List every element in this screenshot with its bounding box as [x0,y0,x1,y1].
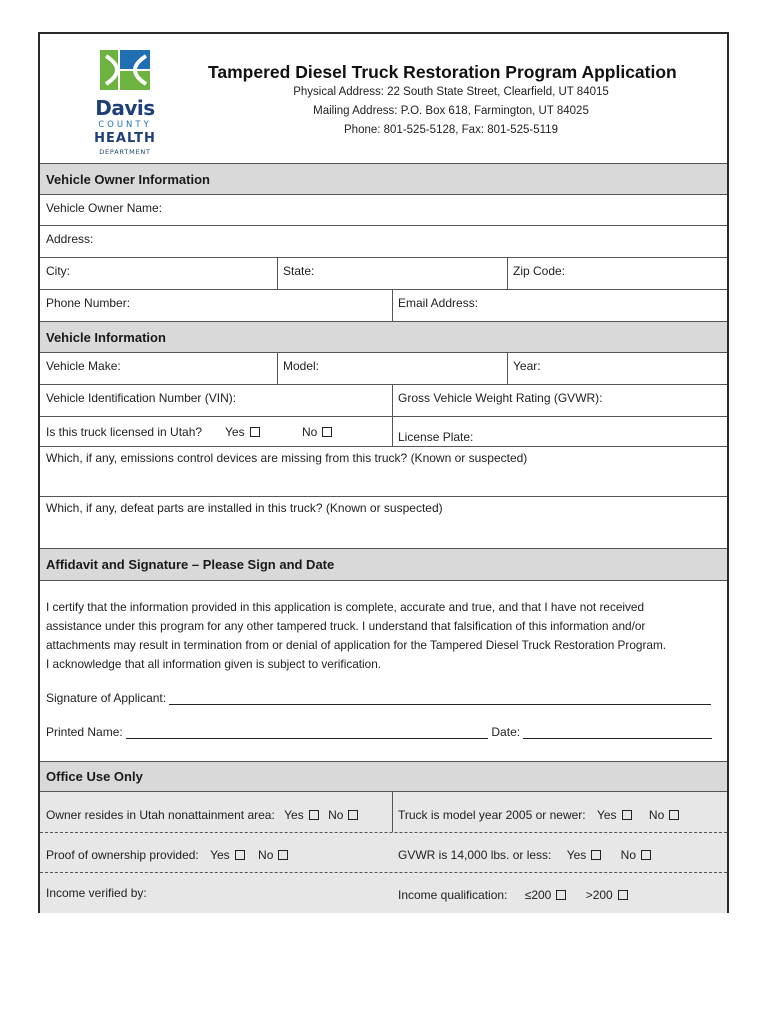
city-field[interactable] [40,258,277,289]
logo-county-text: COUNTY [98,120,152,130]
nonattainment-no-checkbox[interactable] [348,810,358,820]
form-title: Tampered Diesel Truck Restoration Program Application [208,62,677,82]
ownership-yes-checkbox[interactable] [235,850,245,860]
email-field[interactable] [392,290,727,321]
owner-section-title: Vehicle Owner Information [46,171,210,187]
email-label: Email Address: [398,296,479,310]
income-verified-item [46,886,147,900]
signature-line [46,691,711,705]
logo-department-text: DEPARTMENT [99,148,151,156]
owner-name-label: Vehicle Owner Name: [46,201,163,215]
license-plate-field[interactable] [392,417,727,446]
address-row [40,225,727,257]
vehicle-section-header [40,321,727,352]
model-year-label: Truck is model year 2005 or newer: [398,808,586,822]
affidavit-line-4: I acknowledge that all information given is subject to verification. [46,657,382,671]
missing-devices-field[interactable] [40,447,727,496]
nonattainment-label: Owner resides in Utah nonattainment area: [46,808,275,822]
date-input[interactable] [523,727,712,739]
vin-gvwr-row [40,384,727,416]
yes-label: Yes [566,848,587,862]
phone-field[interactable] [40,290,392,321]
owner-name-field[interactable] [40,195,727,225]
logo-davis-text: Davis [95,96,155,120]
ownership-item [46,848,288,862]
printed-name-input[interactable] [126,727,488,739]
defeat-parts-row [40,496,727,548]
phone-label: Phone Number: [46,296,131,310]
printed-name-line [46,725,712,739]
model-field[interactable] [277,353,507,384]
office-section-header [40,761,727,791]
yes-label: Yes [596,808,617,822]
income-qualification-label: Income qualification: [398,888,508,902]
affidavit-line-2: assistance under this program for any other tampered truck. I understand that falsification of this information and/or [46,619,646,633]
affidavit-section-title: Affidavit and Signature – Please Sign and Date [46,557,335,572]
logo-health-text: HEALTH [94,131,156,146]
affidavit-section-header [40,548,727,580]
gvwr-no-checkbox[interactable] [641,850,651,860]
davis-county-health-logo [88,48,162,154]
gvwr-label: Gross Vehicle Weight Rating (GVWR): [398,391,603,405]
physical-address: Physical Address: 22 South State Street, Clearfield, UT 84015 [293,86,609,98]
no-label: No [302,425,318,439]
vin-field[interactable] [40,385,392,416]
owner-section-header [40,163,727,194]
office-use-area [40,791,727,913]
yes-label: Yes [210,848,230,862]
licensed-no-checkbox[interactable] [322,427,332,437]
signature-label: Signature of Applicant: [46,691,167,705]
income-gt200-checkbox[interactable] [618,890,628,900]
model-year-item [398,808,679,822]
license-plate-label: License Plate: [398,430,474,444]
no-label: No [648,808,665,822]
licensed-yes-checkbox[interactable] [250,427,260,437]
defeat-parts-field[interactable] [40,497,727,548]
income-qualification-item [398,888,628,902]
divider [392,792,393,832]
model-year-yes-checkbox[interactable] [622,810,632,820]
no-label: No [328,808,344,822]
missing-devices-row [40,446,727,496]
vin-label: Vehicle Identification Number (VIN): [46,391,237,405]
missing-devices-question: Which, if any, emissions control devices are missing from this truck? (Known or suspected) [46,451,528,465]
affidavit-line-3: attachments may result in termination from or denial of application for the Tampered Diesel Truck Restoration Program. [46,638,667,652]
model-year-no-checkbox[interactable] [669,810,679,820]
defeat-parts-question: Which, if any, defeat parts are installed in this truck? (Known or suspected) [46,501,443,515]
printed-name-label: Printed Name: [46,725,123,739]
yes-label: Yes [284,808,304,822]
form-header [40,34,727,163]
owner-name-row [40,194,727,225]
yes-label: Yes [225,425,245,439]
mailing-address: Mailing Address: P.O. Box 618, Farmington, UT 84025 [313,105,589,117]
le200-label: ≤200 [524,888,552,902]
zip-label: Zip Code: [513,264,566,278]
nonattainment-yes-checkbox[interactable] [309,810,319,820]
model-label: Model: [283,359,320,373]
make-field[interactable] [40,353,277,384]
nonattainment-item [46,808,358,822]
phone-email-row [40,289,727,321]
state-field[interactable] [277,258,507,289]
application-form [38,32,729,913]
city-label: City: [46,264,70,278]
income-verified-label: Income verified by: [46,886,147,900]
address-label: Address: [46,232,94,246]
city-state-zip-row [40,257,727,289]
licensed-no-option[interactable] [302,425,332,439]
no-label: No [258,848,274,862]
licensed-question-cell [40,417,392,446]
office-section-title: Office Use Only [46,769,143,784]
date-label: Date: [491,725,521,739]
gvwr-item [398,848,651,862]
dashed-divider [40,872,727,873]
address-field[interactable] [40,226,727,257]
ownership-label: Proof of ownership provided: [46,848,199,862]
signature-input[interactable] [169,693,711,705]
gvwr-field[interactable] [392,385,727,416]
make-model-year-row [40,352,727,384]
gvwr-office-label: GVWR is 14,000 lbs. or less: [398,848,552,862]
no-label: No [620,848,636,862]
dashed-divider [40,832,727,833]
ownership-no-checkbox[interactable] [278,850,288,860]
make-label: Vehicle Make: [46,359,121,373]
licensed-plate-row [40,416,727,446]
zip-field[interactable] [507,258,727,289]
year-field[interactable] [507,353,727,384]
year-label: Year: [513,359,541,373]
phone-fax: Phone: 801-525-5128, Fax: 801-525-5119 [344,124,558,136]
affidavit-line-1: I certify that the information provided in this application is complete, accurate and true, and that I have not received [46,600,645,614]
vehicle-section-title: Vehicle Information [46,329,166,345]
state-label: State: [283,264,315,278]
affidavit-body [40,580,727,761]
income-le200-checkbox[interactable] [556,890,566,900]
licensed-question: Is this truck licensed in Utah? [46,425,203,439]
davis-county-logo-icon [88,48,162,94]
gt200-label: >200 [585,888,613,902]
licensed-yes-option[interactable] [225,425,260,439]
gvwr-yes-checkbox[interactable] [591,850,601,860]
